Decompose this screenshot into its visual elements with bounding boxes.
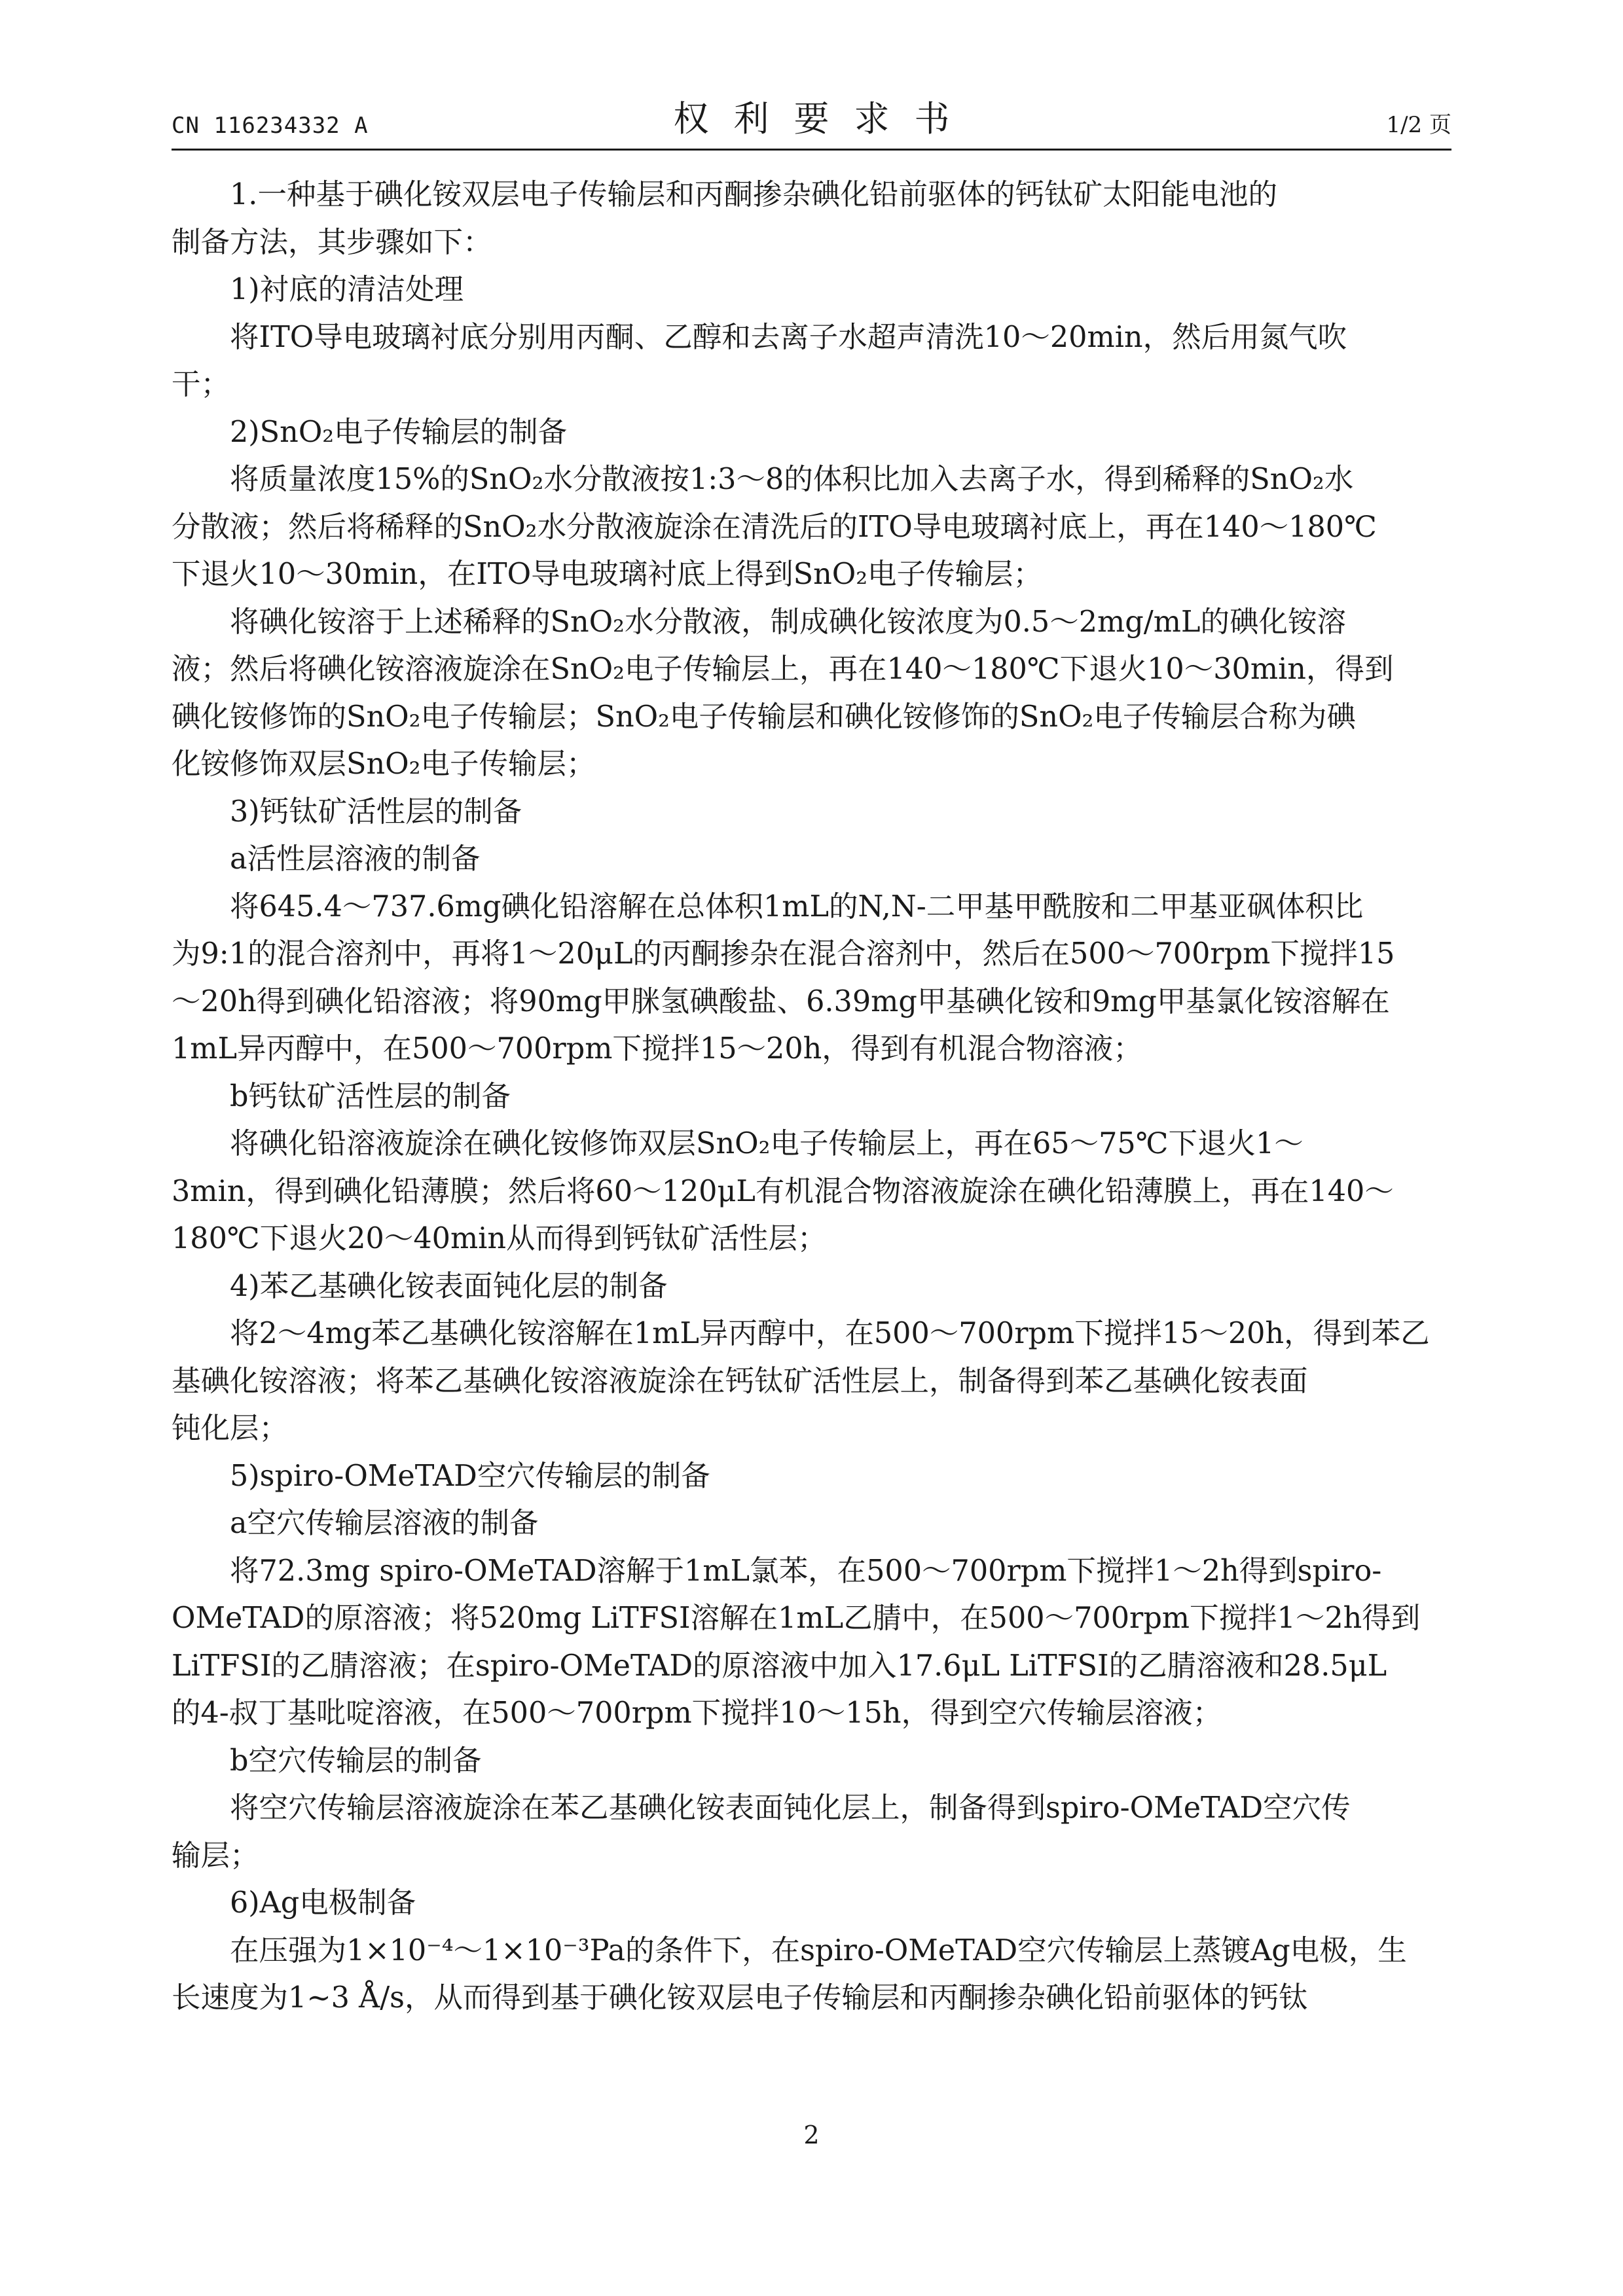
claim-line: 在压强为1×10⁻⁴～1×10⁻³Pa的条件下，在spiro-OMeTAD空穴传输层上蒸镀Ag电极，生: [230, 1933, 1407, 1967]
substep-heading: b空穴传输层的制备: [230, 1744, 482, 1778]
claim-line: 化铵修饰双层SnO₂电子传输层；: [172, 747, 596, 781]
claim-line: 为9:1的混合溶剂中，再将1～20μL的丙酮掺杂在混合溶剂中，然后在500～700rpm下搅拌15: [172, 937, 1395, 971]
substep-heading: b钙钛矿活性层的制备: [230, 1079, 511, 1113]
patent-number: CN 116234332 A: [172, 113, 369, 139]
claim-line: LiTFSI的乙腈溶液；在spiro-OMeTAD的原溶液中加入17.6μL LiTFSI的乙腈溶液和28.5μL: [172, 1649, 1387, 1683]
header-rule: [172, 149, 1451, 151]
page-number: 2: [803, 2121, 820, 2149]
claim-line: 液；然后将碘化铵溶液旋涂在SnO₂电子传输层上，再在140～180℃下退火10～30min，得到: [172, 653, 1394, 686]
claim-line: 碘化铵修饰的SnO₂电子传输层；SnO₂电子传输层和碘化铵修饰的SnO₂电子传输层合称为碘: [172, 700, 1356, 734]
claim-line: 3min，得到碘化铅薄膜；然后将60～120μL有机混合物溶液旋涂在碘化铅薄膜上，再在140～: [172, 1174, 1394, 1208]
claim-line: 将2～4mg苯乙基碘化铵溶解在1mL异丙醇中，在500～700rpm下搅拌15～20h，得到苯乙: [230, 1317, 1430, 1350]
claim-line: 1.一种基于碘化铵双层电子传输层和丙酮掺杂碘化铅前驱体的钙钛矿太阳能电池的: [230, 178, 1277, 211]
substep-heading: a空穴传输层溶液的制备: [230, 1507, 539, 1540]
claim-line: ～20h得到碘化铅溶液；将90mg甲脒氢碘酸盐、6.39mg甲基碘化铵和9mg甲基氯化铵溶解在: [172, 984, 1390, 1018]
claim-line: 下退火10～30min，在ITO导电玻璃衬底上得到SnO₂电子传输层；: [172, 558, 1043, 591]
claim-line: 将碘化铅溶液旋涂在碘化铵修饰双层SnO₂电子传输层上，再在65～75℃下退火1～: [230, 1127, 1304, 1160]
claim-line: 的4-叔丁基吡啶溶液，在500～700rpm下搅拌10～15h，得到空穴传输层溶液；: [172, 1696, 1222, 1730]
step-heading: 4)苯乙基碘化铵表面钝化层的制备: [230, 1269, 668, 1303]
claim-line: 将ITO导电玻璃衬底分别用丙酮、乙醇和去离子水超声清洗10～20min，然后用氮气吹: [230, 320, 1347, 354]
claim-line: 干；: [172, 368, 230, 401]
document-title: 权利要求书: [673, 98, 975, 139]
claim-line: 输层；: [172, 1839, 259, 1873]
claims-body: [172, 171, 1451, 2022]
step-heading: 6)Ag电极制备: [230, 1886, 416, 1920]
page-indicator: 1/2 页: [1386, 112, 1451, 138]
claim-line: 基碘化铵溶液；将苯乙基碘化铵溶液旋涂在钙钛矿活性层上，制备得到苯乙基碘化铵表面: [172, 1364, 1308, 1398]
claim-line: 分散液；然后将稀释的SnO₂水分散液旋涂在清洗后的ITO导电玻璃衬底上，再在140～180℃: [172, 510, 1377, 544]
claim-line: 将645.4～737.6mg碘化铅溶解在总体积1mL的N,N-二甲基甲酰胺和二甲基亚砜体积比: [230, 889, 1364, 924]
claim-line: OMeTAD的原溶液；将520mg LiTFSI溶解在1mL乙腈中，在500～700rpm下搅拌1～2h得到: [172, 1602, 1421, 1635]
substep-heading: a活性层溶液的制备: [230, 842, 481, 876]
claim-line: 将空穴传输层溶液旋涂在苯乙基碘化铵表面钝化层上，制备得到spiro-OMeTAD空穴传: [230, 1791, 1351, 1825]
page-header: [172, 98, 1451, 151]
claim-line: 制备方法，其步骤如下：: [172, 225, 492, 259]
step-heading: 1)衬底的清洁处理: [230, 273, 464, 306]
step-heading: 2)SnO₂电子传输层的制备: [230, 415, 568, 449]
step-heading: 3)钙钛矿活性层的制备: [230, 795, 522, 829]
claim-line: 钝化层；: [172, 1412, 289, 1445]
claim-line: 1mL异丙醇中，在500～700rpm下搅拌15～20h，得到有机混合物溶液；: [172, 1032, 1142, 1066]
claim-line: 将质量浓度15%的SnO₂水分散液按1:3～8的体积比加入去离子水，得到稀释的SnO₂水: [230, 463, 1354, 496]
claim-line: 长速度为1~3 Å/s，从而得到基于碘化铵双层电子传输层和丙酮掺杂碘化铅前驱体的钙钛: [172, 1981, 1308, 2015]
claim-line: 180℃下退火20～40min从而得到钙钛矿活性层；: [172, 1222, 827, 1255]
claim-line: 将碘化铵溶于上述稀释的SnO₂水分散液，制成碘化铵浓度为0.5～2mg/mL的碘化铵溶: [230, 605, 1346, 639]
claim-line: 将72.3mg spiro-OMeTAD溶解于1mL氯苯，在500～700rpm下搅拌1～2h得到spiro-: [230, 1554, 1382, 1588]
step-heading: 5)spiro-OMeTAD空穴传输层的制备: [230, 1459, 710, 1493]
